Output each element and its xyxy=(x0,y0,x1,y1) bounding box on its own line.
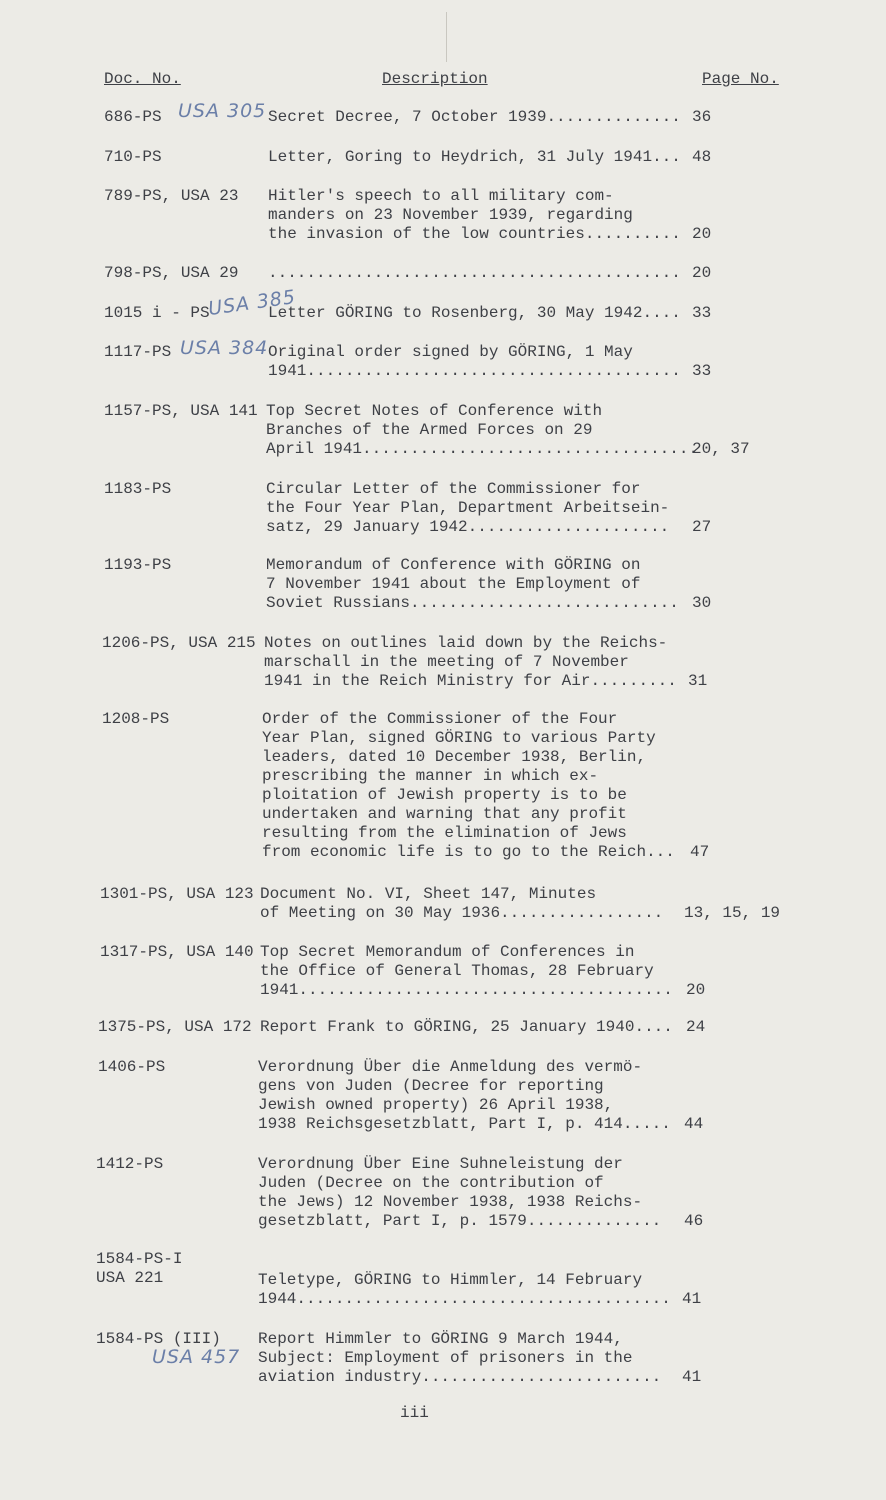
doc-number: 1317-PS, USA 140 xyxy=(100,943,254,961)
page-number: 20 xyxy=(686,981,706,999)
description: Original order signed by GÖRING, 1 May 1941....................................... xyxy=(268,343,681,380)
page-number: 33 xyxy=(692,362,712,380)
footer-page-number: iii xyxy=(400,1404,429,1422)
description: Document No. VI, Sheet 147, Minutes of Meeting on 30 May 1936................. xyxy=(260,885,664,922)
doc-number: 1375-PS, USA 172 xyxy=(98,1018,252,1036)
header-description: Description xyxy=(382,70,488,88)
description: Top Secret Notes of Conference with Branches of the Armed Forces on 29 April 1941................................... xyxy=(266,402,699,458)
doc-number: 1406-PS xyxy=(98,1058,166,1076)
doc-number: 789-PS, USA 23 xyxy=(104,187,239,205)
handwritten-annotation: USA 305 xyxy=(178,100,267,122)
description: Notes on outlines laid down by the Reichs- marschall in the meeting of 7 November 1941 in the Reich Ministry for Air......... xyxy=(264,634,677,690)
description: Hitler's speech to all military com- manders on 23 November 1939, regarding the invasion of the low countries.......... xyxy=(268,187,681,243)
page-number: 30 xyxy=(692,594,712,612)
page-number: 33 xyxy=(692,304,712,322)
description: Teletype, GÖRING to Himmler, 14 February 1944....................................... xyxy=(258,1271,671,1308)
doc-number: 1157-PS, USA 141 xyxy=(104,402,258,420)
doc-number: 1301-PS, USA 123 xyxy=(100,885,254,903)
description: Report Frank to GÖRING, 25 January 1940.... xyxy=(260,1018,673,1036)
description: Secret Decree, 7 October 1939.............. xyxy=(268,108,681,126)
description: Verordnung Über die Anmeldung des vermö- gens von Juden (Decree for reporting Jewish owned property) 26 April 1938, 1938 Reichsgesetzblatt, Part I, p. 414..... xyxy=(258,1058,671,1133)
doc-number: 686-PS xyxy=(104,108,162,126)
doc-number: 1117-PS xyxy=(104,343,172,361)
page-number: 20 xyxy=(692,225,712,243)
page-number: 44 xyxy=(684,1115,704,1133)
page-number: 13, 15, 19 xyxy=(684,904,781,922)
doc-number: 1584-PS (III) xyxy=(96,1330,221,1348)
page-number: 41 xyxy=(682,1368,702,1386)
doc-number: 1015 i - PS xyxy=(104,304,210,322)
page-number: 27 xyxy=(692,518,712,536)
header-page-no: Page No. xyxy=(702,70,779,88)
page-number: 20, 37 xyxy=(692,440,750,458)
doc-number: 1208-PS xyxy=(102,710,170,728)
description: Memorandum of Conference with GÖRING on 7 November 1941 about the Employment of Soviet Russians............................ xyxy=(266,556,679,612)
doc-number: 1206-PS, USA 215 xyxy=(102,634,256,652)
description: Order of the Commissioner of the Four Year Plan, signed GÖRING to various Party leaders, dated 10 December 1938, Berlin, prescribing the manner in which ex- ploitation of Jewish property is to be undertaken and warning that any profit resulting from the elimination of Jews from economic life is to go to the Reich... xyxy=(262,710,675,861)
page-number: 47 xyxy=(690,843,710,861)
handwritten-annotation: USA 457 xyxy=(152,1346,241,1368)
description: Letter GÖRING to Rosenberg, 30 May 1942.... xyxy=(268,304,681,322)
page-number: 36 xyxy=(692,108,712,126)
page-number: 24 xyxy=(686,1018,706,1036)
doc-number: 710-PS xyxy=(104,148,162,166)
page-number: 46 xyxy=(684,1212,704,1230)
handwritten-annotation: USA 385 xyxy=(206,285,298,321)
scratch-mark xyxy=(446,12,447,62)
page-number: 48 xyxy=(692,148,712,166)
description: Verordnung Über Eine Suhneleistung der Juden (Decree on the contribution of the Jews) 12 November 1938, 1938 Reichs- gesetzblatt, Part I, p. 1579.............. xyxy=(258,1155,662,1230)
handwritten-annotation: USA 384 xyxy=(180,337,269,359)
doc-number: 1412-PS xyxy=(96,1155,164,1173)
description: Circular Letter of the Commissioner for the Four Year Plan, Department Arbeitsein- satz, 29 January 1942..................... xyxy=(266,480,670,536)
page-number: 31 xyxy=(688,672,708,690)
doc-number: 1584-PS-I USA 221 xyxy=(96,1250,183,1287)
description: Top Secret Memorandum of Conferences in the Office of General Thomas, 28 February 1941....................................... xyxy=(260,943,673,999)
page-number: 20 xyxy=(692,264,712,282)
header-doc-no: Doc. No. xyxy=(104,70,181,88)
description: Report Himmler to GÖRING 9 March 1944, Subject: Employment of prisoners in the aviation industry......................... xyxy=(258,1330,662,1386)
description: ........................................... xyxy=(268,264,681,282)
description: Letter, Goring to Heydrich, 31 July 1941... xyxy=(268,148,681,166)
doc-number: 1193-PS xyxy=(104,556,172,574)
page-number: 41 xyxy=(682,1290,702,1308)
doc-number: 798-PS, USA 29 xyxy=(104,264,239,282)
doc-number: 1183-PS xyxy=(104,480,172,498)
